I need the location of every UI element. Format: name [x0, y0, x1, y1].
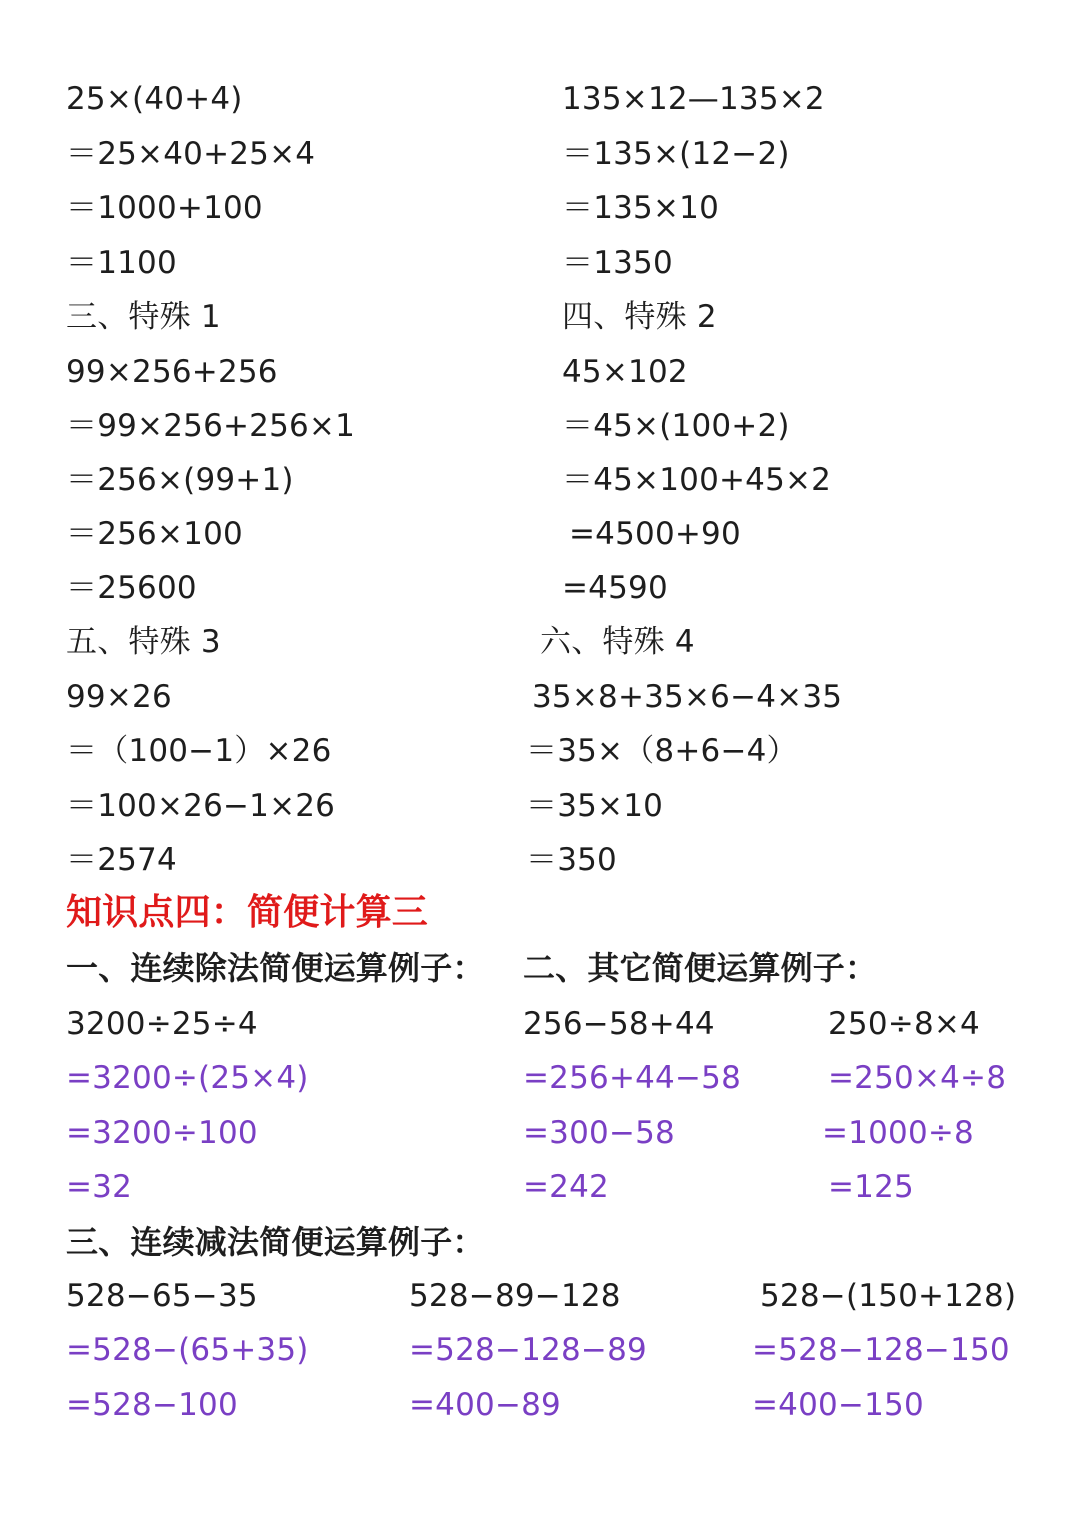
sec2-left-line-2: ＝99×256+256×1	[66, 408, 356, 444]
subtraction-col3-step-2: =400−150	[752, 1387, 924, 1423]
other-col2-problem: 250÷8×4	[828, 1006, 980, 1042]
sec1-left-line-4: ＝1100	[66, 245, 177, 281]
sec3-right-line-4: ＝350	[526, 842, 617, 878]
sec1-right-line-4: ＝1350	[562, 245, 673, 281]
sec3-left-line-3: ＝100×26−1×26	[66, 788, 336, 824]
sec2-right-line-4: =4500+90	[569, 516, 741, 552]
other-col1-step-1: =256+44−58	[523, 1060, 741, 1096]
sec2-left-line-1: 99×256+256	[66, 354, 278, 390]
sec1-right-line-2: ＝135×(12−2)	[562, 136, 790, 172]
sec2-left-line-3: ＝256×(99+1)	[66, 462, 294, 498]
subtraction-col1-step-2: =528−100	[66, 1387, 238, 1423]
subtraction-heading: 三、连续减法简便运算例子：	[66, 1223, 485, 1261]
sec1-right-line-3: ＝135×10	[562, 190, 719, 226]
subtraction-col2-problem: 528−89−128	[409, 1278, 621, 1314]
sec3-left-heading: 五、特殊 3	[66, 624, 221, 660]
sec1-left-line-3: ＝1000+100	[66, 190, 263, 226]
sec2-left-heading: 三、特殊 1	[66, 299, 221, 335]
sec2-right-line-3: ＝45×100+45×2	[562, 462, 832, 498]
sec1-left-line-1: 25×(40+4)	[66, 81, 243, 117]
division-step-3: =32	[66, 1169, 133, 1205]
other-col1-step-2: =300−58	[523, 1115, 675, 1151]
subtraction-col1-problem: 528−65−35	[66, 1278, 258, 1314]
sec3-right-line-1: 35×8+35×6−4×35	[532, 679, 843, 715]
other-col2-step-2: =1000÷8	[822, 1115, 974, 1151]
sec2-left-line-4: ＝256×100	[66, 516, 243, 552]
other-heading: 二、其它简便运算例子：	[523, 949, 878, 987]
sec3-right-line-2: ＝35×（8+6−4）	[526, 733, 798, 769]
sec2-right-line-1: 45×102	[562, 354, 688, 390]
sec1-left-line-2: ＝25×40+25×4	[66, 136, 316, 172]
sec3-right-heading: 六、特殊 4	[540, 624, 695, 660]
other-col2-step-1: =250×4÷8	[828, 1060, 1007, 1096]
subtraction-col3-problem: 528−(150+128)	[760, 1278, 1017, 1314]
sec3-left-line-4: ＝2574	[66, 842, 177, 878]
sec1-right-line-1: 135×12—135×2	[562, 81, 825, 117]
subtraction-col2-step-1: =528−128−89	[409, 1332, 647, 1368]
sec2-right-line-2: ＝45×(100+2)	[562, 408, 790, 444]
subtraction-col1-step-1: =528−(65+35)	[66, 1332, 309, 1368]
sec3-left-line-2: ＝（100−1）×26	[66, 733, 332, 769]
knowledge-point-title: 知识点四：简便计算三	[66, 892, 429, 933]
sec3-left-line-1: 99×26	[66, 679, 172, 715]
subtraction-col3-step-1: =528−128−150	[752, 1332, 1010, 1368]
other-col2-step-3: =125	[828, 1169, 914, 1205]
other-col1-step-3: =242	[523, 1169, 609, 1205]
sec2-right-line-5: =4590	[562, 570, 668, 606]
division-problem: 3200÷25÷4	[66, 1006, 258, 1042]
sec2-left-line-5: ＝25600	[66, 570, 197, 606]
division-heading: 一、连续除法简便运算例子：	[66, 949, 485, 987]
division-step-2: =3200÷100	[66, 1115, 258, 1151]
sec3-right-line-3: ＝35×10	[526, 788, 664, 824]
sec2-right-heading: 四、特殊 2	[562, 299, 717, 335]
other-col1-problem: 256−58+44	[523, 1006, 715, 1042]
subtraction-col2-step-2: =400−89	[409, 1387, 561, 1423]
division-step-1: =3200÷(25×4)	[66, 1060, 309, 1096]
